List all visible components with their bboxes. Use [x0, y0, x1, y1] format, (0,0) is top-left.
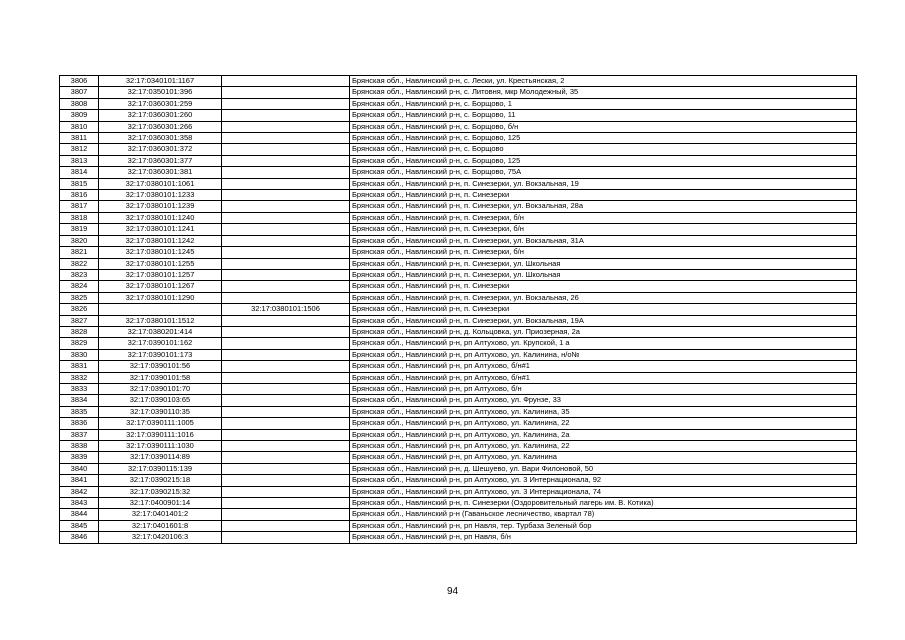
- cadastral-number-2-cell: [222, 532, 350, 543]
- cadastral-number-cell: 32:17:0360301:377: [99, 155, 222, 166]
- cadastral-number-2-cell: [222, 121, 350, 132]
- table-row: [60, 258, 857, 269]
- address-cell: Брянская обл., Навлинский р-н, д. Шешуево, ул. Вари Филоновой, 50: [350, 463, 857, 474]
- table-row: [60, 418, 857, 429]
- address-cell: Брянская обл., Навлинский р-н, с. Борщово, б/н: [350, 121, 857, 132]
- row-number-cell: 3834: [60, 395, 99, 406]
- cadastral-number-2-cell: [222, 418, 350, 429]
- row-number-cell: 3816: [60, 190, 99, 201]
- row-number-cell: 3840: [60, 463, 99, 474]
- cadastral-number-2-cell: [222, 486, 350, 497]
- cadastral-number-cell: 32:17:0360301:266: [99, 121, 222, 132]
- cadastral-number-2-cell: [222, 190, 350, 201]
- table-row: [60, 304, 857, 315]
- row-number-cell: 3824: [60, 281, 99, 292]
- table-row: [60, 509, 857, 520]
- table-row: [60, 201, 857, 212]
- table-row: [60, 486, 857, 497]
- cadastral-number-cell: 32:17:0380101:1239: [99, 201, 222, 212]
- cadastral-number-2-cell: [222, 87, 350, 98]
- cadastral-number-2-cell: [222, 395, 350, 406]
- cadastral-number-2-cell: [222, 247, 350, 258]
- cadastral-number-cell: 32:17:0360301:260: [99, 110, 222, 121]
- address-cell: Брянская обл., Навлинский р-н, п. Синезерки, ул. Школьная: [350, 269, 857, 280]
- address-cell: Брянская обл., Навлинский р-н, п. Синезерки: [350, 304, 857, 315]
- cadastral-number-cell: 32:17:0380101:1233: [99, 190, 222, 201]
- cadastral-number-cell: 32:17:0390111:1016: [99, 429, 222, 440]
- cadastral-number-2-cell: [222, 361, 350, 372]
- cadastral-number-2-cell: [222, 292, 350, 303]
- row-number-cell: 3809: [60, 110, 99, 121]
- table-row: [60, 190, 857, 201]
- cadastral-number-2-cell: [222, 212, 350, 223]
- cadastral-number-2-cell: [222, 520, 350, 531]
- cadastral-number-2-cell: [222, 144, 350, 155]
- address-cell: Брянская обл., Навлинский р-н, п. Синезерки, б/н: [350, 212, 857, 223]
- cadastral-number-cell: 32:17:0390110:35: [99, 406, 222, 417]
- row-number-cell: 3842: [60, 486, 99, 497]
- table-row: [60, 372, 857, 383]
- cadastral-number-2-cell: [222, 315, 350, 326]
- property-table: [59, 75, 857, 544]
- cadastral-number-cell: [99, 304, 222, 315]
- cadastral-number-cell: 32:17:0390111:1030: [99, 441, 222, 452]
- table-row: [60, 110, 857, 121]
- table-row: [60, 349, 857, 360]
- cadastral-number-2-cell: [222, 509, 350, 520]
- table-row: [60, 429, 857, 440]
- row-number-cell: 3820: [60, 235, 99, 246]
- cadastral-number-cell: 32:17:0401601:8: [99, 520, 222, 531]
- table-row: [60, 269, 857, 280]
- cadastral-number-cell: 32:17:0380201:414: [99, 326, 222, 337]
- cadastral-number-2-cell: [222, 178, 350, 189]
- address-cell: Брянская обл., Навлинский р-н, рп Навля, тер. Турбаза Зеленый бор: [350, 520, 857, 531]
- table-row: [60, 520, 857, 531]
- table-row: [60, 224, 857, 235]
- cadastral-number-cell: 32:17:0360301:381: [99, 167, 222, 178]
- address-cell: Брянская обл., Навлинский р-н, с. Борщово, 1: [350, 98, 857, 109]
- cadastral-number-2-cell: [222, 224, 350, 235]
- table-row: [60, 315, 857, 326]
- address-cell: Брянская обл., Навлинский р-н, рп Алтухово, ул. Фрунзе, 33: [350, 395, 857, 406]
- row-number-cell: 3818: [60, 212, 99, 223]
- cadastral-number-2-cell: [222, 76, 350, 87]
- table-row: [60, 452, 857, 463]
- cadastral-number-2-cell: [222, 235, 350, 246]
- row-number-cell: 3837: [60, 429, 99, 440]
- address-cell: Брянская обл., Навлинский р-н, п. Синезерки, ул. Вокзальная, 26: [350, 292, 857, 303]
- cadastral-number-2-cell: 32:17:0380101:1506: [222, 304, 350, 315]
- cadastral-number-cell: 32:17:0350101:396: [99, 87, 222, 98]
- table-row: [60, 235, 857, 246]
- table-row: [60, 292, 857, 303]
- cadastral-number-cell: 32:17:0380101:1245: [99, 247, 222, 258]
- cadastral-number-2-cell: [222, 258, 350, 269]
- cadastral-number-cell: 32:17:0420106:3: [99, 532, 222, 543]
- table-row: [60, 475, 857, 486]
- address-cell: Брянская обл., Навлинский р-н, п. Синезерки, ул. Вокзальная, 19: [350, 178, 857, 189]
- cadastral-number-2-cell: [222, 441, 350, 452]
- table-row: [60, 212, 857, 223]
- cadastral-number-2-cell: [222, 155, 350, 166]
- row-number-cell: 3833: [60, 383, 99, 394]
- cadastral-number-cell: 32:17:0380101:1267: [99, 281, 222, 292]
- table-row: [60, 121, 857, 132]
- cadastral-number-cell: 32:17:0390215:32: [99, 486, 222, 497]
- cadastral-number-cell: 32:17:0380101:1257: [99, 269, 222, 280]
- cadastral-number-cell: 32:17:0390101:56: [99, 361, 222, 372]
- cadastral-number-cell: 32:17:0390101:70: [99, 383, 222, 394]
- row-number-cell: 3826: [60, 304, 99, 315]
- address-cell: Брянская обл., Навлинский р-н, с. Литовня, мкр Молодежный, 35: [350, 87, 857, 98]
- row-number-cell: 3815: [60, 178, 99, 189]
- cadastral-number-2-cell: [222, 98, 350, 109]
- cadastral-number-2-cell: [222, 463, 350, 474]
- address-cell: Брянская обл., Навлинский р-н (Гаваньское лесничество, квартал 78): [350, 509, 857, 520]
- table-row: [60, 178, 857, 189]
- cadastral-number-2-cell: [222, 326, 350, 337]
- cadastral-number-cell: 32:17:0380101:1255: [99, 258, 222, 269]
- address-cell: Брянская обл., Навлинский р-н, рп Алтухово, ул. Крупской, 1 а: [350, 338, 857, 349]
- table-row: [60, 532, 857, 543]
- cadastral-number-2-cell: [222, 406, 350, 417]
- address-cell: Брянская обл., Навлинский р-н, п. Синезерки: [350, 281, 857, 292]
- address-cell: Брянская обл., Навлинский р-н, п. Синезерки, б/н: [350, 224, 857, 235]
- address-cell: Брянская обл., Навлинский р-н, д. Кольцовка, ул. Приозерная, 2а: [350, 326, 857, 337]
- address-cell: Брянская обл., Навлинский р-н, п. Синезерки, ул. Вокзальная, 28а: [350, 201, 857, 212]
- table-row: [60, 247, 857, 258]
- cadastral-number-2-cell: [222, 372, 350, 383]
- cadastral-number-2-cell: [222, 475, 350, 486]
- address-cell: Брянская обл., Навлинский р-н, рп Алтухово, ул. Калинина, 2а: [350, 429, 857, 440]
- address-cell: Брянская обл., Навлинский р-н, п. Синезерки: [350, 190, 857, 201]
- address-cell: Брянская обл., Навлинский р-н, п. Синезерки, б/н: [350, 247, 857, 258]
- table-row: [60, 406, 857, 417]
- row-number-cell: 3814: [60, 167, 99, 178]
- cadastral-number-cell: 32:17:0390215:18: [99, 475, 222, 486]
- cadastral-number-cell: 32:17:0360301:358: [99, 133, 222, 144]
- property-table-body: [60, 76, 857, 544]
- cadastral-number-2-cell: [222, 498, 350, 509]
- row-number-cell: 3845: [60, 520, 99, 531]
- cadastral-number-cell: 32:17:0380101:1242: [99, 235, 222, 246]
- table-row: [60, 338, 857, 349]
- address-cell: Брянская обл., Навлинский р-н, рп Алтухово, ул. Калинина, 22: [350, 418, 857, 429]
- row-number-cell: 3808: [60, 98, 99, 109]
- address-cell: Брянская обл., Навлинский р-н, с. Борщово, 11: [350, 110, 857, 121]
- cadastral-number-cell: 32:17:0400901:14: [99, 498, 222, 509]
- address-cell: Брянская обл., Навлинский р-н, п. Синезерки, ул. Школьная: [350, 258, 857, 269]
- cadastral-number-2-cell: [222, 269, 350, 280]
- address-cell: Брянская обл., Навлинский р-н, рп Алтухово, б/н: [350, 383, 857, 394]
- table-row: [60, 281, 857, 292]
- row-number-cell: 3843: [60, 498, 99, 509]
- address-cell: Брянская обл., Навлинский р-н, рп Алтухово, б/н#1: [350, 372, 857, 383]
- row-number-cell: 3838: [60, 441, 99, 452]
- row-number-cell: 3810: [60, 121, 99, 132]
- table-row: [60, 87, 857, 98]
- table-row: [60, 98, 857, 109]
- row-number-cell: 3821: [60, 247, 99, 258]
- cadastral-number-2-cell: [222, 338, 350, 349]
- table-row: [60, 383, 857, 394]
- row-number-cell: 3812: [60, 144, 99, 155]
- address-cell: Брянская обл., Навлинский р-н, с. Борщово, 75А: [350, 167, 857, 178]
- cadastral-number-2-cell: [222, 133, 350, 144]
- row-number-cell: 3828: [60, 326, 99, 337]
- row-number-cell: 3813: [60, 155, 99, 166]
- address-cell: Брянская обл., Навлинский р-н, с. Борщово: [350, 144, 857, 155]
- address-cell: Брянская обл., Навлинский р-н, с. Борщово, 125: [350, 155, 857, 166]
- row-number-cell: 3825: [60, 292, 99, 303]
- row-number-cell: 3835: [60, 406, 99, 417]
- cadastral-number-cell: 32:17:0380101:1061: [99, 178, 222, 189]
- address-cell: Брянская обл., Навлинский р-н, п. Синезерки, ул. Вокзальная, 31А: [350, 235, 857, 246]
- table-row: [60, 441, 857, 452]
- row-number-cell: 3844: [60, 509, 99, 520]
- cadastral-number-cell: 32:17:0360301:372: [99, 144, 222, 155]
- address-cell: Брянская обл., Навлинский р-н, рп Алтухово, ул. Калинина, н/о№: [350, 349, 857, 360]
- address-cell: Брянская обл., Навлинский р-н, рп Алтухово, ул. Калинина, 22: [350, 441, 857, 452]
- cadastral-number-cell: 32:17:0380101:1512: [99, 315, 222, 326]
- table-row: [60, 144, 857, 155]
- table-row: [60, 133, 857, 144]
- cadastral-number-cell: 32:17:0390114:89: [99, 452, 222, 463]
- row-number-cell: 3819: [60, 224, 99, 235]
- table-row: [60, 155, 857, 166]
- row-number-cell: 3806: [60, 76, 99, 87]
- address-cell: Брянская обл., Навлинский р-н, рп Алтухово, ул. 3 Интернационала, 74: [350, 486, 857, 497]
- page-number: 94: [446, 586, 459, 597]
- row-number-cell: 3827: [60, 315, 99, 326]
- address-cell: Брянская обл., Навлинский р-н, рп Навля, б/н: [350, 532, 857, 543]
- cadastral-number-cell: 32:17:0360301:259: [99, 98, 222, 109]
- cadastral-number-cell: 32:17:0401401:2: [99, 509, 222, 520]
- address-cell: Брянская обл., Навлинский р-н, рп Алтухово, ул. 3 Интернационала, 92: [350, 475, 857, 486]
- cadastral-number-cell: 32:17:0390103:65: [99, 395, 222, 406]
- cadastral-number-2-cell: [222, 281, 350, 292]
- row-number-cell: 3822: [60, 258, 99, 269]
- cadastral-number-cell: 32:17:0380101:1240: [99, 212, 222, 223]
- row-number-cell: 3829: [60, 338, 99, 349]
- row-number-cell: 3811: [60, 133, 99, 144]
- address-cell: Брянская обл., Навлинский р-н, п. Синезерки, ул. Вокзальная, 19А: [350, 315, 857, 326]
- table-row: [60, 167, 857, 178]
- cadastral-number-2-cell: [222, 349, 350, 360]
- table-row: [60, 395, 857, 406]
- address-cell: Брянская обл., Навлинский р-н, п. Синезерки (Оздоровительный лагерь им. В. Котика): [350, 498, 857, 509]
- cadastral-number-cell: 32:17:0380101:1241: [99, 224, 222, 235]
- cadastral-number-2-cell: [222, 167, 350, 178]
- row-number-cell: 3830: [60, 349, 99, 360]
- row-number-cell: 3823: [60, 269, 99, 280]
- cadastral-number-2-cell: [222, 201, 350, 212]
- cadastral-number-cell: 32:17:0390101:58: [99, 372, 222, 383]
- row-number-cell: 3841: [60, 475, 99, 486]
- cadastral-number-cell: 32:17:0390115:139: [99, 463, 222, 474]
- row-number-cell: 3817: [60, 201, 99, 212]
- cadastral-number-cell: 32:17:0380101:1290: [99, 292, 222, 303]
- row-number-cell: 3836: [60, 418, 99, 429]
- table-row: [60, 326, 857, 337]
- row-number-cell: 3831: [60, 361, 99, 372]
- address-cell: Брянская обл., Навлинский р-н, с. Лески, ул. Крестьянская, 2: [350, 76, 857, 87]
- cadastral-number-2-cell: [222, 452, 350, 463]
- cadastral-number-cell: 32:17:0390101:173: [99, 349, 222, 360]
- cadastral-number-2-cell: [222, 383, 350, 394]
- cadastral-number-2-cell: [222, 429, 350, 440]
- table-row: [60, 361, 857, 372]
- table-row: [60, 498, 857, 509]
- table-row: [60, 463, 857, 474]
- address-cell: Брянская обл., Навлинский р-н, рп Алтухово, б/н#1: [350, 361, 857, 372]
- row-number-cell: 3846: [60, 532, 99, 543]
- table-row: [60, 76, 857, 87]
- address-cell: Брянская обл., Навлинский р-н, с. Борщово, 125: [350, 133, 857, 144]
- cadastral-number-cell: 32:17:0390111:1005: [99, 418, 222, 429]
- cadastral-number-cell: 32:17:0340101:1167: [99, 76, 222, 87]
- row-number-cell: 3832: [60, 372, 99, 383]
- address-cell: Брянская обл., Навлинский р-н, рп Алтухово, ул. Калинина: [350, 452, 857, 463]
- cadastral-number-cell: 32:17:0390101:162: [99, 338, 222, 349]
- address-cell: Брянская обл., Навлинский р-н, рп Алтухово, ул. Калинина, 35: [350, 406, 857, 417]
- row-number-cell: 3807: [60, 87, 99, 98]
- row-number-cell: 3839: [60, 452, 99, 463]
- cadastral-number-2-cell: [222, 110, 350, 121]
